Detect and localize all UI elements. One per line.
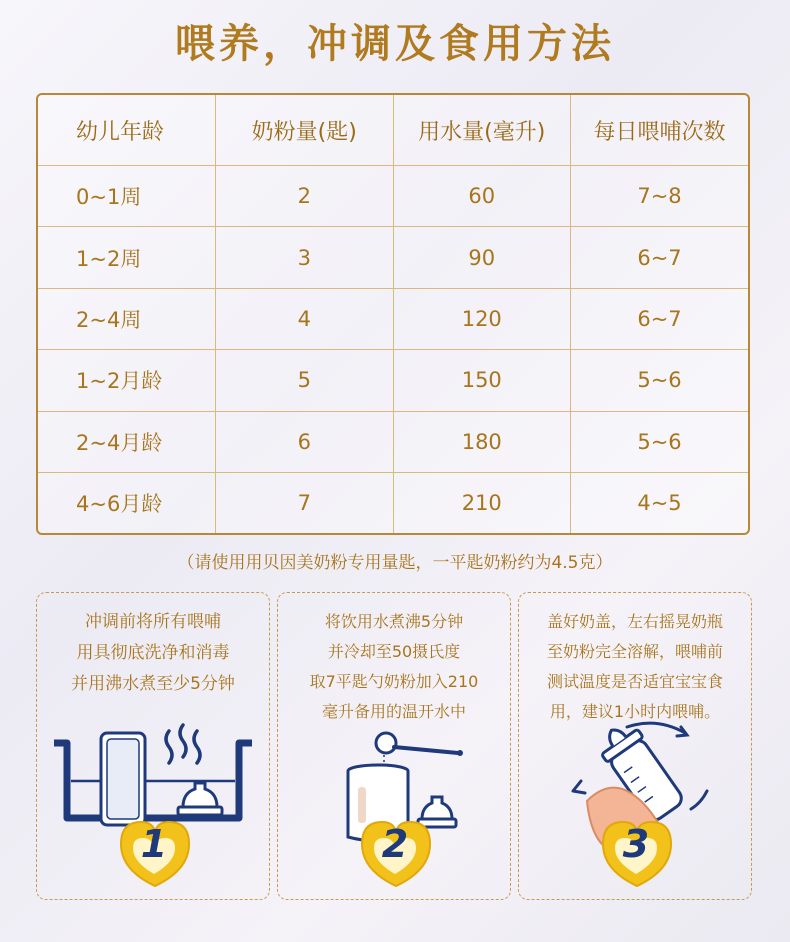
- header-water: 用水量(毫升): [393, 95, 571, 166]
- table-row: [38, 227, 748, 288]
- table-cell: 7: [216, 472, 394, 533]
- table-cell: 150: [393, 350, 571, 411]
- table-cell: 60: [393, 166, 571, 227]
- table-cell: 120: [393, 288, 571, 349]
- page-title: 喂养，冲调及食用方法: [175, 21, 615, 67]
- table-cell: 1~2月龄: [38, 350, 216, 411]
- table-header-row: [38, 95, 748, 166]
- step-3-card: [518, 592, 752, 900]
- step-text-line: 测试温度是否适宜宝宝食: [546, 672, 723, 691]
- step-text-line: 毫升备用的温开水中: [321, 702, 466, 721]
- step-text-line: 至奶粉完全溶解，喂哺前: [546, 642, 723, 661]
- step-2-card: [277, 592, 511, 900]
- step-text-line: 冲调前将所有喂哺: [85, 612, 221, 632]
- step-2-number: 2: [381, 822, 409, 866]
- step-text-line: 并冷却至50摄氏度: [327, 642, 461, 661]
- table-cell: 90: [393, 227, 571, 288]
- table-cell: 210: [393, 472, 571, 533]
- table-cell: 6: [216, 411, 394, 472]
- table-cell: 4: [216, 288, 394, 349]
- table-cell: 2~4周: [38, 288, 216, 349]
- step-text-line: 将饮用水煮沸5分钟: [324, 612, 464, 631]
- table-cell: 2~4月龄: [38, 411, 216, 472]
- table-row: [38, 411, 748, 472]
- table-cell: 180: [393, 411, 571, 472]
- step-1-text: [47, 607, 259, 700]
- table-cell: 2: [216, 166, 394, 227]
- table-cell: 3: [216, 227, 394, 288]
- step-text-line: 用具彻底洗净和消毒: [76, 643, 230, 663]
- table-cell: 7~8: [571, 166, 749, 227]
- table-cell: 6~7: [571, 288, 749, 349]
- table-cell: 4~6月龄: [38, 472, 216, 533]
- header-feedings: 每日喂哺次数: [571, 95, 749, 166]
- step-1-number: 1: [140, 822, 168, 866]
- table-row: [38, 350, 748, 411]
- table-cell: 0~1周: [38, 166, 216, 227]
- step-text-line: 盖好奶盖，左右摇晃奶瓶: [546, 612, 723, 631]
- table-row: [38, 472, 748, 533]
- step-3-text: [529, 607, 741, 727]
- table-cell: 5: [216, 350, 394, 411]
- step-2-text: [288, 607, 500, 727]
- table-cell: 1~2周: [38, 227, 216, 288]
- header-age: 幼儿年龄: [38, 95, 216, 166]
- step-3-number: 3: [622, 822, 650, 866]
- spoon-note: （请使用用贝因美奶粉专用量匙，一平匙奶粉约为4.5克）: [177, 553, 613, 573]
- step-text-line: 用，建议1小时内喂哺。: [549, 702, 721, 721]
- header-powder: 奶粉量(匙): [216, 95, 394, 166]
- table-cell: 6~7: [571, 227, 749, 288]
- step-text-line: 取7平匙勺奶粉加入210: [309, 672, 479, 691]
- table-row: [38, 288, 748, 349]
- step-1-card: [36, 592, 270, 900]
- step-text-line: 并用沸水煮至少5分钟: [71, 674, 235, 694]
- table-cell: 5~6: [571, 411, 749, 472]
- feeding-table: [36, 93, 750, 535]
- table-cell: 4~5: [637, 490, 682, 515]
- table-cell: 5~6: [571, 350, 749, 411]
- table-row: [38, 166, 748, 227]
